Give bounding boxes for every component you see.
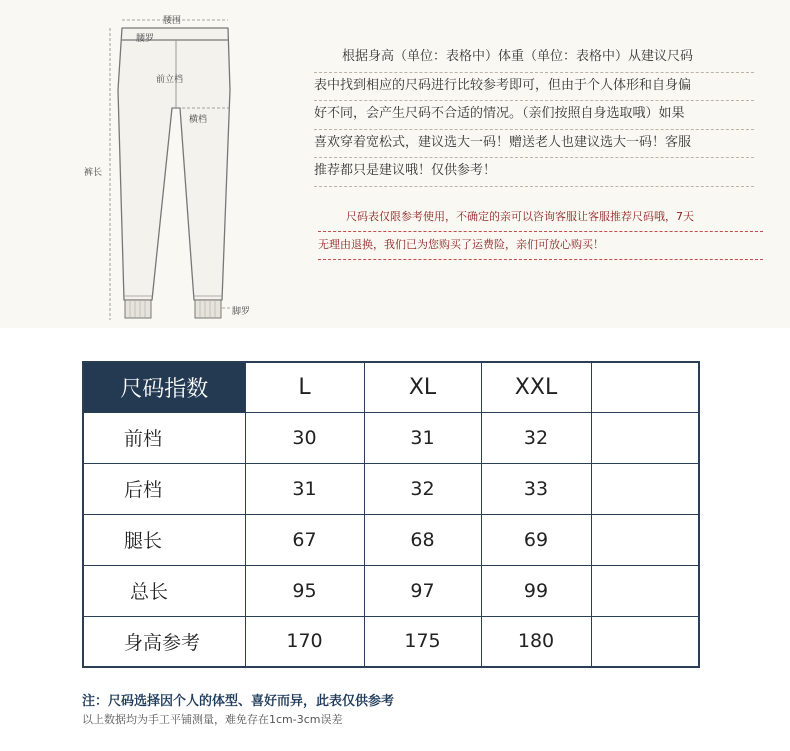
footnote-sub: 以上数据均为手工平铺测量，难免存在1cm-3cm误差 bbox=[82, 713, 343, 726]
intro-line: 喜欢穿着宽松式，建议选大一码！赠送老人也建议选大一码！客服 bbox=[314, 130, 754, 159]
front-rise-label: 前立档 bbox=[156, 75, 184, 85]
size-header-xl: XL bbox=[364, 362, 481, 412]
table-cell: 175 bbox=[364, 616, 481, 667]
row-label-back-rise: 后档 bbox=[83, 463, 245, 514]
intro-text bbox=[314, 44, 754, 187]
table-cell: 32 bbox=[481, 412, 591, 463]
row-label-front-rise: 前档 bbox=[83, 412, 245, 463]
table-cell: 33 bbox=[481, 463, 591, 514]
table-cell: 170 bbox=[245, 616, 364, 667]
table-cell: 95 bbox=[245, 565, 364, 616]
row-label-height-reference: 身高参考 bbox=[83, 616, 245, 667]
row-label-leg-length: 腿长 bbox=[83, 514, 245, 565]
table-cell bbox=[591, 565, 699, 616]
table-header-row bbox=[83, 362, 699, 412]
size-table bbox=[82, 361, 700, 668]
intro-line: 根据身高（单位：表格中）体重（单位：表格中）从建议尺码 bbox=[314, 44, 754, 73]
table-row bbox=[83, 412, 699, 463]
size-header-l: L bbox=[245, 362, 364, 412]
row-label-total-length: 总长 bbox=[83, 565, 245, 616]
size-header-xxl: XXL bbox=[481, 362, 591, 412]
ankle-rib-label: 脚罗 bbox=[232, 307, 251, 317]
notice-line: 尺码表仅限参考使用，不确定的亲可以咨询客服让客服推荐尺码哦，7天 bbox=[318, 204, 763, 232]
table-row bbox=[83, 565, 699, 616]
table-cell: 68 bbox=[364, 514, 481, 565]
size-index-header: 尺码指数 bbox=[83, 362, 245, 412]
notice-text bbox=[318, 204, 763, 260]
table-cell: 69 bbox=[481, 514, 591, 565]
table-cell: 67 bbox=[245, 514, 364, 565]
notice-line: 无理由退换，我们已为您购买了运费险，亲们可放心购买！ bbox=[318, 232, 763, 260]
crotch-label: 横档 bbox=[189, 115, 208, 125]
table-cell: 180 bbox=[481, 616, 591, 667]
top-panel bbox=[0, 0, 790, 328]
table-cell: 99 bbox=[481, 565, 591, 616]
table-row bbox=[83, 463, 699, 514]
intro-line: 好不同，会产生尺码不合适的情况。（亲们按照自身选取哦）如果 bbox=[314, 101, 754, 130]
table-cell bbox=[591, 463, 699, 514]
table-cell: 97 bbox=[364, 565, 481, 616]
footnote-main: 注：尺码选择因个人的体型、喜好而异，此表仅供参考 bbox=[82, 694, 395, 709]
intro-line: 推荐都只是建议哦！仅供参考！ bbox=[314, 158, 754, 187]
pants-illustration bbox=[0, 0, 300, 328]
table-cell: 30 bbox=[245, 412, 364, 463]
table-row bbox=[83, 514, 699, 565]
table-cell bbox=[591, 616, 699, 667]
table-cell: 31 bbox=[364, 412, 481, 463]
table-cell bbox=[591, 514, 699, 565]
waist-label: 腰围 bbox=[163, 16, 182, 26]
intro-line: 表中找到相应的尺码进行比较参考即可，但由于个人体形和自身偏 bbox=[314, 73, 754, 102]
pants-diagram bbox=[0, 0, 300, 328]
waist-rib-label: 腰罗 bbox=[136, 34, 155, 44]
size-header-empty bbox=[591, 362, 699, 412]
table-cell: 32 bbox=[364, 463, 481, 514]
table-cell: 31 bbox=[245, 463, 364, 514]
table-row bbox=[83, 616, 699, 667]
length-label: 裤长 bbox=[84, 168, 103, 178]
table-cell bbox=[591, 412, 699, 463]
